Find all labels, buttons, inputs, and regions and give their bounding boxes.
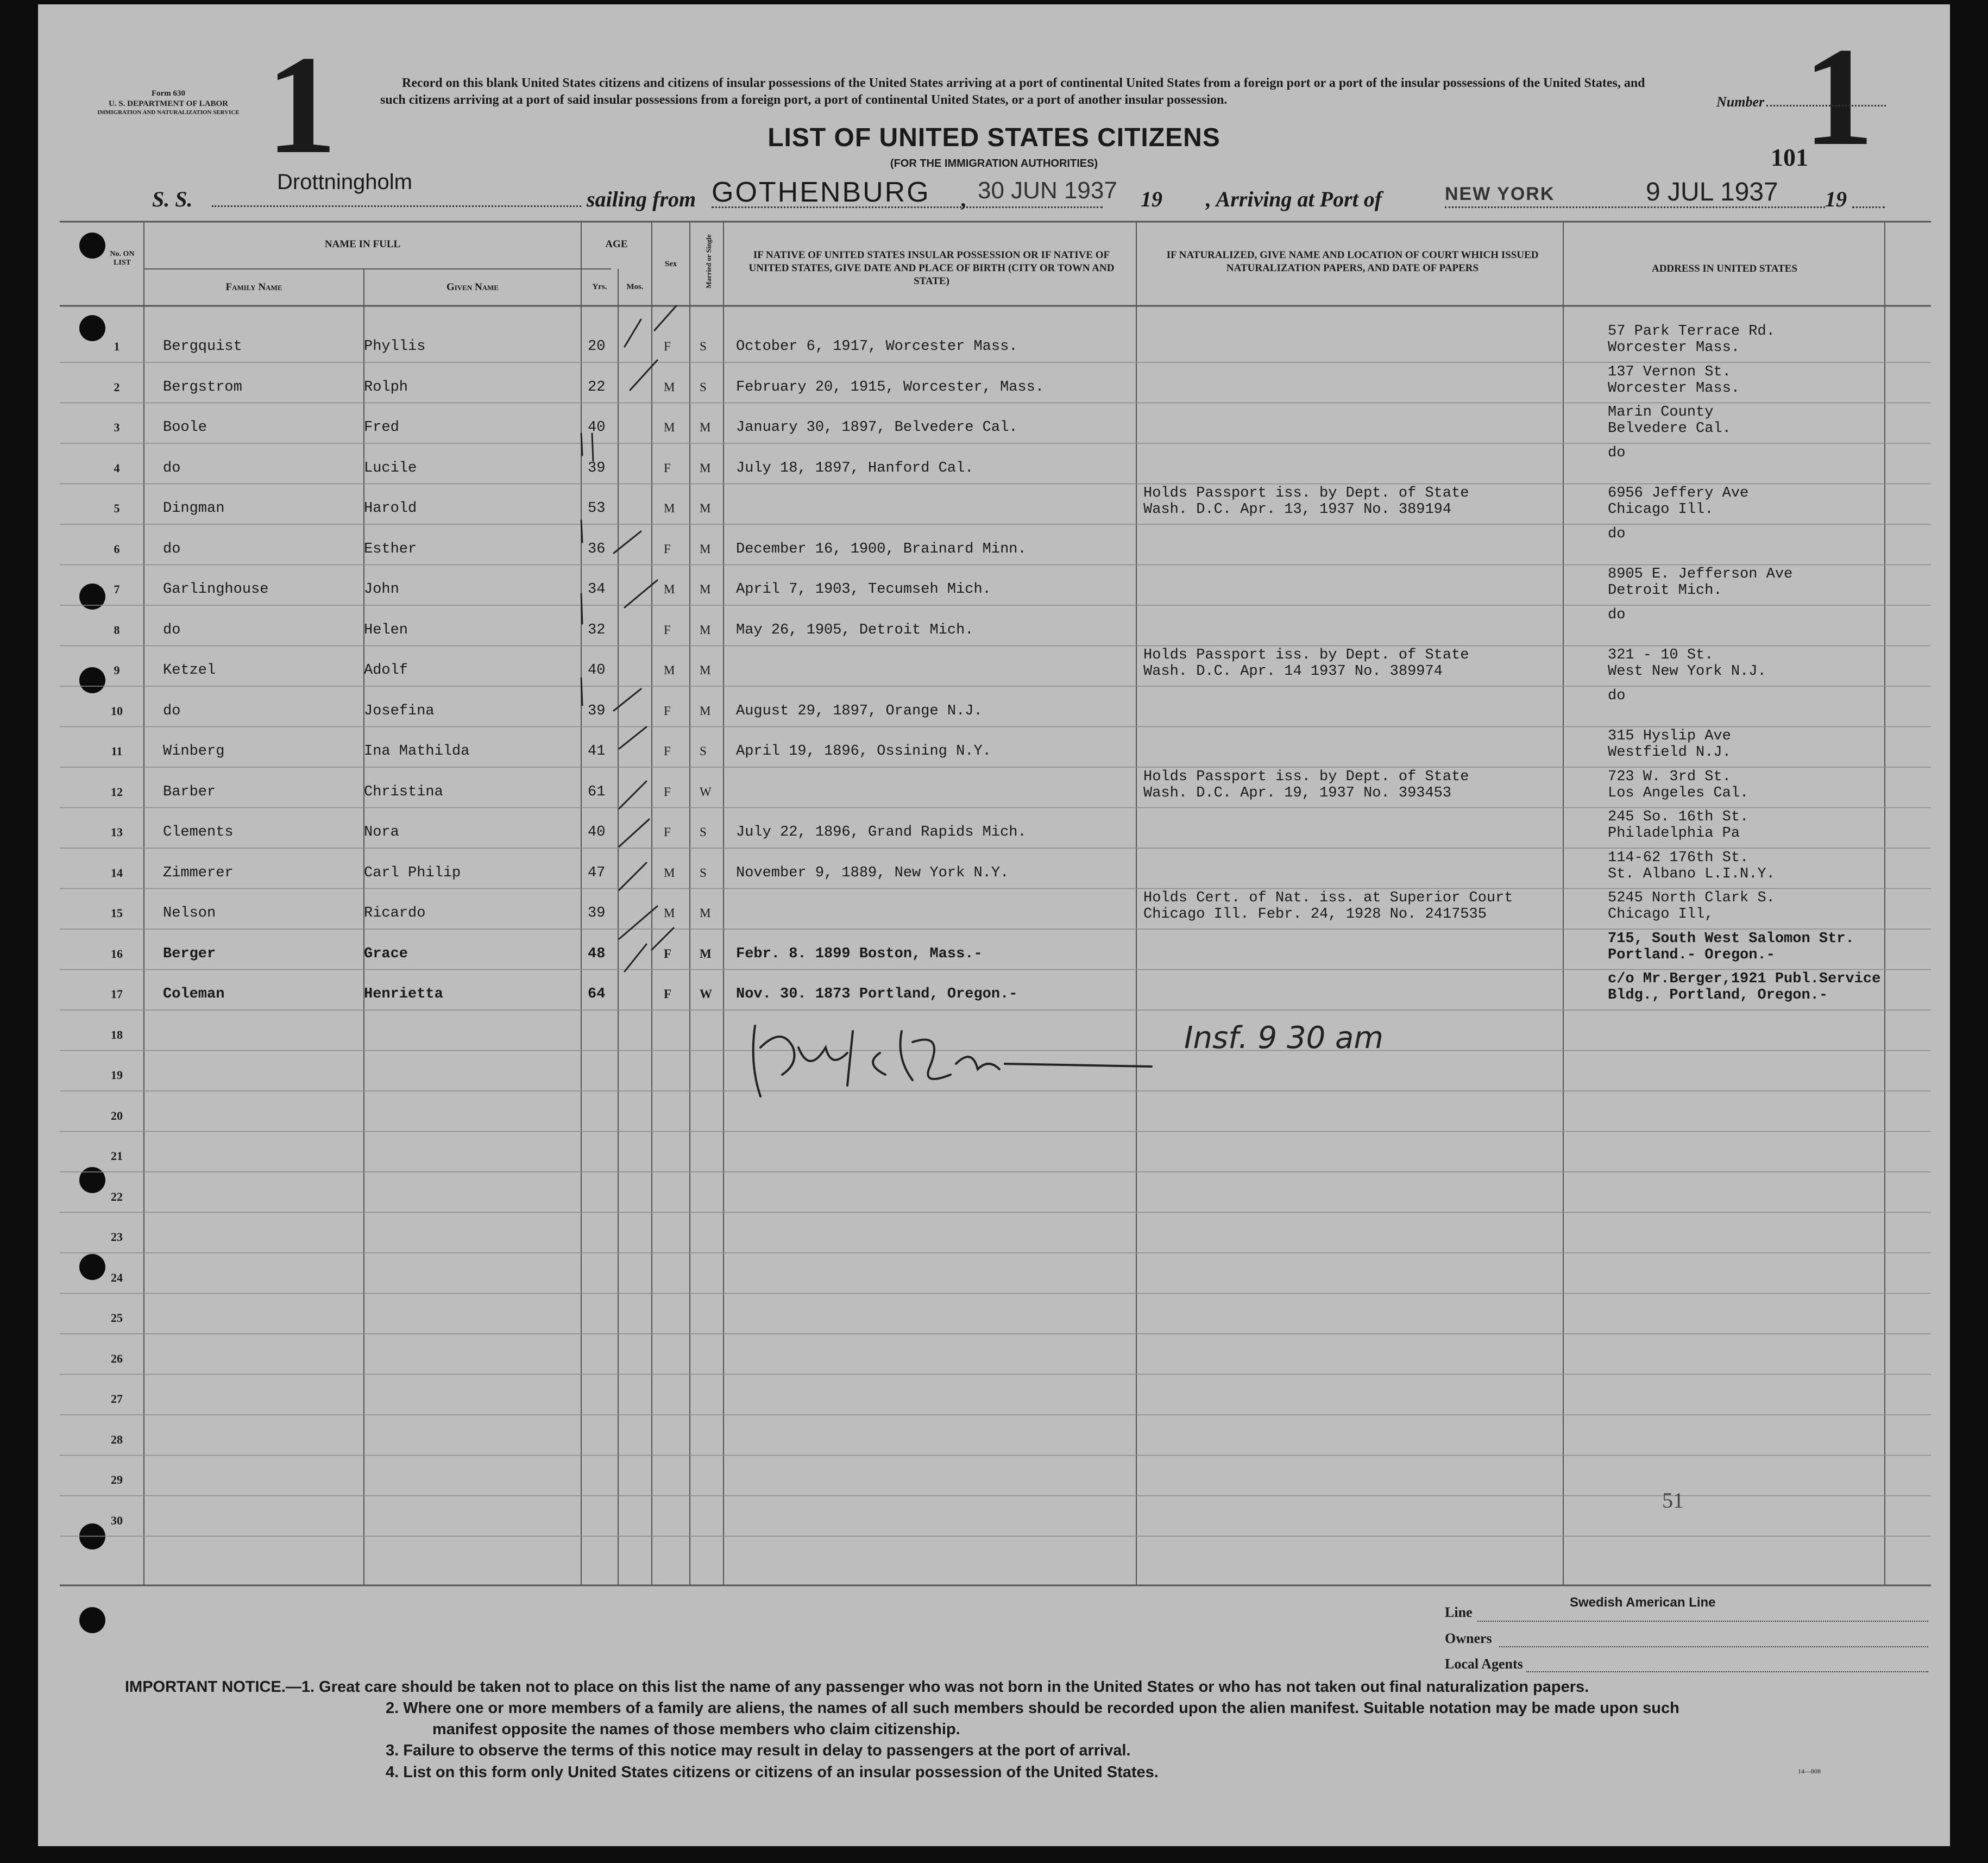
- big-sheet-number-left: 1: [266, 27, 337, 183]
- family-name: Ketzel: [163, 662, 216, 679]
- family-name: Boole: [163, 419, 207, 436]
- row-number: 18: [111, 1027, 123, 1042]
- age-years: 39: [588, 460, 606, 476]
- row-number: 4: [114, 461, 120, 475]
- sail-date: 30 JUN 1937: [978, 177, 1117, 204]
- age-years: 40: [588, 419, 606, 436]
- address-line-2: Westfield N.J.: [1608, 744, 1731, 761]
- row-number: 19: [111, 1068, 123, 1082]
- sex: F: [664, 704, 671, 718]
- address-line-1: do: [1608, 525, 1626, 542]
- marital-status: M: [700, 946, 712, 961]
- birth-info: October 6, 1917, Worcester Mass.: [736, 338, 1018, 355]
- age-years: 32: [588, 622, 606, 638]
- address-line-2: Bldg., Portland, Oregon.-: [1608, 987, 1828, 1003]
- header-name-in-full: NAME IN FULL: [324, 239, 401, 250]
- given-name: Christina: [364, 783, 443, 800]
- address-line-2: Worcester Mass.: [1608, 380, 1740, 397]
- row-number: 29: [111, 1473, 123, 1486]
- header-married-or-single: Married or Single: [704, 234, 713, 288]
- age-years: 40: [588, 662, 606, 679]
- birth-info: February 20, 1915, Worcester, Mass.: [736, 379, 1045, 396]
- address-line-2: Detroit Mich.: [1608, 582, 1722, 599]
- marital-status: S: [700, 865, 707, 880]
- page-title: LIST OF UNITED STATES CITIZENS: [767, 123, 1221, 152]
- notice-line-2: 2. Where one or more members of a family are aliens, the names of all such members should be recorded upon the alien manifest. Suitable notation may be made upon such: [386, 1699, 1679, 1717]
- birth-info: August 29, 1897, Orange N.J.: [736, 702, 983, 719]
- header-birth: IF NATIVE OF UNITED STATES INSULAR POSSESSION OR IF NATIVE OF UNITED STATES, GIVE DATE AND PLACE OF BIRTH (CITY OR TOWN AND STATE): [748, 249, 1115, 287]
- row-number: 2: [114, 380, 120, 394]
- marital-status: M: [700, 421, 711, 434]
- naturalization-line-2: Chicago Ill. Febr. 24, 1928 No. 2417535: [1143, 906, 1487, 923]
- sex: F: [664, 744, 671, 758]
- sex: F: [664, 623, 671, 637]
- address-line-1: 245 So. 16th St.: [1608, 809, 1749, 825]
- row-number: 12: [111, 785, 123, 799]
- header-naturalized: IF NATURALIZED, GIVE NAME AND LOCATION OF COURT WHICH ISSUED NATURALIZATION PAPERS, AND DATE OF PAPERS: [1166, 249, 1539, 274]
- row-number: 11: [111, 744, 123, 758]
- given-name: Adolf: [364, 662, 408, 679]
- marital-status: S: [700, 744, 707, 758]
- naturalization-line-2: Wash. D.C. Apr. 14 1937 No. 389974: [1143, 663, 1443, 680]
- birth-info: Febr. 8. 1899 Boston, Mass.-: [736, 945, 983, 962]
- age-years: 61: [588, 783, 606, 800]
- given-name: Rolph: [364, 379, 408, 396]
- sex: F: [664, 542, 671, 556]
- row-number: 9: [114, 663, 120, 677]
- address-line-1: 315 Hyslip Ave: [1608, 728, 1731, 744]
- row-number: 3: [114, 421, 120, 434]
- address-line-2: St. Albano L.I.N.Y.: [1608, 865, 1775, 882]
- ship-name: Drottningholm: [277, 170, 413, 194]
- naturalization-line-1: Holds Cert. of Nat. iss. at Superior Court: [1143, 890, 1513, 906]
- family-name: Berger: [163, 945, 216, 962]
- form-instructions: Record on this blank United States citizens and citizens of insular possessions of the United States arriving at a port of continental United States from a foreign port or a port of the insular possessions of the United States, and such citizens arriving at a port of said insular possessions from a foreign port, a port of continental United States, or a port of another insular possession.: [380, 76, 1645, 108]
- address-line-2: Philadelphia Pa: [1608, 825, 1740, 842]
- birth-info: April 19, 1896, Ossining N.Y.: [736, 743, 991, 760]
- sex: M: [664, 906, 675, 920]
- marital-status: M: [700, 623, 711, 637]
- address-line-1: 8905 E. Jefferson Ave: [1608, 566, 1793, 582]
- family-name: Garlinghouse: [163, 581, 269, 598]
- service-name: IMMIGRATION AND NATURALIZATION SERVICE: [97, 109, 240, 116]
- given-name: Ina Mathilda: [364, 743, 470, 760]
- birth-info: January 30, 1897, Belvedere Cal.: [736, 419, 1018, 436]
- sex: M: [664, 663, 675, 677]
- sex: M: [664, 380, 675, 394]
- address-line-1: do: [1608, 687, 1626, 704]
- row-number: 21: [111, 1149, 123, 1163]
- sex: M: [664, 582, 675, 596]
- address-line-1: 715, South West Salomon Str.: [1608, 930, 1854, 947]
- row-number: 10: [111, 704, 123, 718]
- department-name: U. S. DEPARTMENT OF LABOR: [108, 99, 229, 108]
- arriving-label: , Arriving at Port of: [1206, 187, 1382, 211]
- address-line-1: 57 Park Terrace Rd.: [1608, 323, 1775, 340]
- sex: F: [664, 946, 672, 961]
- address-line-2: Belvedere Cal.: [1608, 421, 1731, 437]
- address-line-1: do: [1608, 444, 1626, 461]
- sex: F: [664, 340, 671, 353]
- sex: M: [664, 501, 675, 515]
- form-number: Form 630: [151, 89, 186, 98]
- address-line-2: Chicago Ill.: [1608, 501, 1714, 518]
- header-family-name: Family Name: [225, 281, 282, 293]
- family-name: do: [163, 541, 181, 557]
- row-number: 23: [111, 1230, 123, 1244]
- address-line-1: 137 Vernon St.: [1608, 363, 1731, 380]
- birth-info: December 16, 1900, Brainard Minn.: [736, 541, 1027, 557]
- sex: F: [664, 825, 671, 839]
- given-name: Henrietta: [364, 986, 443, 1002]
- line-value: Swedish American Line: [1570, 1595, 1716, 1610]
- address-line-1: 723 W. 3rd St.: [1608, 768, 1731, 785]
- family-name: Dingman: [163, 500, 225, 517]
- age-years: 34: [588, 581, 606, 598]
- age-years: 53: [588, 500, 606, 517]
- big-sheet-number-right: 1: [1803, 18, 1874, 175]
- family-name: Clements: [163, 824, 234, 840]
- row-number: 1: [114, 340, 120, 353]
- birth-info: May 26, 1905, Detroit Mich.: [736, 622, 974, 638]
- year-label-arriving: 19: [1825, 187, 1847, 211]
- row-number: 15: [111, 906, 123, 920]
- given-name: Grace: [364, 945, 408, 962]
- number-label: Number: [1716, 94, 1765, 110]
- naturalization-line-1: Holds Passport iss. by Dept. of State: [1143, 485, 1469, 501]
- family-name: Bergquist: [163, 338, 242, 355]
- age-years: 48: [588, 945, 606, 962]
- header-sex: Sex: [664, 260, 677, 268]
- page-subtitle: (FOR THE IMMIGRATION AUTHORITIES): [890, 158, 1098, 170]
- agents-label: Local Agents: [1445, 1656, 1523, 1672]
- naturalization-line-1: Holds Passport iss. by Dept. of State: [1143, 647, 1469, 663]
- birth-info: July 18, 1897, Hanford Cal.: [736, 460, 974, 476]
- marital-status: W: [700, 785, 712, 799]
- ss-label: S. S.: [152, 187, 193, 211]
- age-years: 39: [588, 702, 606, 719]
- marital-status: M: [700, 582, 711, 596]
- birth-info: July 22, 1896, Grand Rapids Mich.: [736, 824, 1027, 840]
- family-name: do: [163, 460, 181, 476]
- age-years: 20: [588, 338, 606, 355]
- marital-status: M: [700, 501, 711, 515]
- marital-status: M: [700, 461, 711, 475]
- age-years: 64: [588, 986, 606, 1002]
- year-label-sailing: 19: [1141, 187, 1162, 211]
- given-name: Esther: [364, 541, 417, 557]
- sheet-count: 51: [1662, 1488, 1684, 1513]
- row-number: 22: [111, 1189, 123, 1203]
- address-line-1: 321 - 10 St.: [1608, 647, 1714, 663]
- sex: M: [664, 421, 675, 434]
- row-number: 28: [111, 1432, 123, 1446]
- sailing-label: sailing from: [587, 187, 696, 211]
- marital-status: M: [700, 663, 711, 677]
- age-years: 41: [588, 743, 606, 760]
- birth-info: Nov. 30. 1873 Portland, Oregon.-: [736, 986, 1018, 1002]
- age-years: 22: [588, 379, 606, 396]
- given-name: Fred: [364, 419, 399, 436]
- owners-label: Owners: [1445, 1630, 1492, 1646]
- address-line-1: 6956 Jeffery Ave: [1608, 485, 1749, 501]
- age-years: 40: [588, 824, 606, 840]
- row-number: 14: [111, 865, 123, 880]
- row-number: 27: [111, 1392, 123, 1406]
- naturalization-line-1: Holds Passport iss. by Dept. of State: [1143, 768, 1469, 785]
- given-name: Helen: [364, 622, 408, 638]
- sex: F: [664, 785, 671, 799]
- address-line-2: Los Angeles Cal.: [1608, 785, 1749, 801]
- family-name: do: [163, 622, 181, 638]
- page-number: 101: [1771, 143, 1808, 171]
- marital-status: S: [700, 340, 707, 353]
- marital-status: M: [700, 906, 711, 920]
- line-label: Line: [1445, 1604, 1473, 1620]
- address-line-1: 5245 North Clark S.: [1608, 890, 1775, 906]
- sex: F: [664, 461, 671, 475]
- given-name: Carl Philip: [364, 864, 461, 881]
- birth-info: April 7, 1903, Tecumseh Mich.: [736, 581, 991, 598]
- address-line-1: Marin County: [1608, 404, 1714, 421]
- row-number: 20: [111, 1108, 123, 1122]
- age-years: 47: [588, 864, 606, 881]
- row-number: 13: [111, 825, 123, 839]
- age-years: 36: [588, 541, 606, 557]
- family-name: Coleman: [163, 986, 225, 1002]
- port-from: GOTHENBURG: [712, 177, 930, 208]
- notice-title: IMPORTANT NOTICE.—1.: [125, 1678, 315, 1696]
- naturalization-line-2: Wash. D.C. Apr. 19, 1937 No. 393453: [1143, 785, 1452, 801]
- row-number: 26: [111, 1351, 123, 1365]
- address-line-1: 114-62 176th St.: [1608, 849, 1749, 866]
- important-notice: [125, 1677, 1939, 1783]
- given-name: Harold: [364, 500, 417, 517]
- notice-line-2b: manifest opposite the names of those members who claim citizenship.: [432, 1721, 960, 1739]
- family-name: do: [163, 702, 181, 719]
- sex: F: [664, 987, 672, 1001]
- family-name: Winberg: [163, 743, 225, 760]
- given-name: Nora: [364, 824, 399, 840]
- address-line-1: c/o Mr.Berger,1921 Publ.Service: [1608, 971, 1881, 987]
- birth-info: November 9, 1889, New York N.Y.: [736, 864, 1009, 881]
- corner-code: 14—808: [1798, 1767, 1821, 1775]
- address-line-2: Portland.- Oregon.-: [1608, 946, 1775, 963]
- row-number: 16: [111, 946, 123, 961]
- header-yrs: Yrs.: [592, 283, 607, 291]
- header-address: ADDRESS IN UNITED STATES: [1651, 263, 1797, 274]
- given-name: Josefina: [364, 702, 435, 719]
- port-to: NEW YORK: [1445, 184, 1555, 204]
- naturalization-line-2: Wash. D.C. Apr. 13, 1937 No. 389194: [1143, 501, 1452, 518]
- marital-status: W: [700, 987, 712, 1001]
- marital-status: S: [700, 380, 707, 394]
- row-number: 6: [114, 542, 120, 556]
- family-name: Nelson: [163, 905, 216, 921]
- given-name: Phyllis: [364, 338, 426, 355]
- given-name: John: [364, 581, 399, 598]
- row-number: 8: [114, 623, 120, 637]
- marital-status: M: [700, 542, 711, 556]
- inspector-note: Insf. 9 30 am: [1184, 1020, 1383, 1056]
- arrive-date: 9 JUL 1937: [1646, 178, 1778, 206]
- tally-marks: [38, 4, 1950, 1846]
- given-name: Lucile: [364, 460, 417, 476]
- age-years: 39: [588, 905, 606, 921]
- sex: M: [664, 865, 675, 880]
- manifest-sheet: [38, 4, 1950, 1846]
- family-name: Zimmerer: [163, 864, 234, 881]
- marital-status: M: [700, 704, 711, 718]
- family-name: Bergstrom: [163, 379, 242, 396]
- notice-line-1: IMPORTANT NOTICE.—1. Great care should be taken not to place on this list the name of any passenger who was not born in the United States or who has not taken out final naturalization papers.: [125, 1678, 1589, 1696]
- marital-status: S: [700, 825, 707, 839]
- row-number: 24: [111, 1270, 123, 1284]
- comma: ,: [961, 187, 967, 211]
- address-line-2: West New York N.J.: [1608, 663, 1766, 680]
- row-number: 7: [114, 582, 120, 596]
- family-name: Barber: [163, 783, 216, 800]
- officer-signature: [717, 1015, 1162, 1113]
- notice-line-4: 4. List on this form only United States citizens or citizens of an insular possession of the United States.: [386, 1763, 1159, 1781]
- row-number: 17: [111, 987, 123, 1001]
- given-name: Ricardo: [364, 905, 426, 921]
- row-number: 5: [114, 501, 120, 515]
- header-mos: Mos.: [626, 283, 644, 291]
- row-number: 25: [111, 1311, 123, 1325]
- row-number: 30: [111, 1513, 123, 1527]
- address-line-1: do: [1608, 606, 1626, 623]
- header-no-on-list: No. ON LIST: [110, 250, 135, 267]
- header-age: AGE: [605, 239, 628, 250]
- notice-line-3: 3. Failure to observe the terms of this notice may result in delay to passengers at the port of arrival.: [386, 1742, 1131, 1760]
- header-given-name: Given Name: [446, 281, 499, 293]
- address-line-2: Worcester Mass.: [1608, 340, 1740, 356]
- address-line-2: Chicago Ill,: [1608, 906, 1714, 923]
